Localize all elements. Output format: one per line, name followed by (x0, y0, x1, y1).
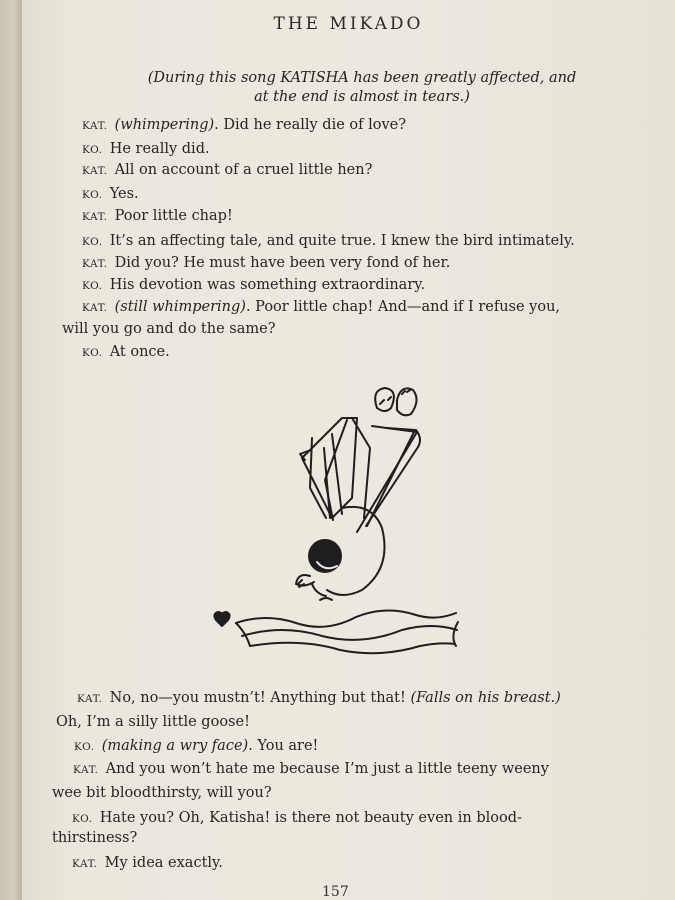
speaker-label: KO. (82, 189, 103, 201)
speaker-label: KO. (72, 813, 93, 825)
speaker-label: KO. (74, 741, 95, 753)
speech-text: Poor little chap! (114, 208, 233, 224)
dialogue-line (82, 255, 450, 271)
dialogue-line (82, 233, 575, 249)
speech-text: No, no—you mustn’t! Anything but that! (109, 690, 406, 706)
speech-text: It’s an affecting tale, and quite true. I knew the bird intimately. (109, 233, 575, 249)
dialogue-line (82, 186, 139, 202)
dialogue-line (82, 299, 560, 315)
running-head: THE MIKADO (273, 14, 424, 34)
dialogue-line (72, 810, 522, 826)
speech-text: Yes. (109, 186, 139, 202)
dialogue-line (73, 761, 549, 777)
speech-text: And you won’t hate me because I’m just a little teeny weeny (105, 761, 549, 777)
dialogue-continuation: thirstiness? (52, 830, 138, 846)
illustration-diving-figure (192, 378, 472, 668)
speech-text: All on account of a cruel little hen? (114, 162, 373, 178)
dialogue-line (82, 208, 233, 224)
dialogue-continuation: wee bit bloodthirsty, will you? (52, 785, 272, 801)
dialogue-line (77, 690, 561, 706)
dialogue-line (82, 277, 425, 293)
heart-icon (214, 612, 229, 626)
speaker-label: KAT. (82, 165, 108, 177)
speech-text: Hate you? Oh, Katisha! is there not beauty even in blood- (99, 810, 522, 826)
speaker-label: KAT. (82, 211, 108, 223)
stage-direction (82, 69, 642, 107)
dialogue-line (72, 855, 223, 871)
speaker-label: KO. (82, 236, 103, 248)
stage-direction-inline: (making a wry face) (101, 738, 249, 754)
dialogue-line (82, 141, 210, 157)
stage-direction-line: (During this song KATISHA has been greatly affected, and (147, 70, 577, 86)
dialogue-continuation: will you go and do the same? (62, 321, 276, 337)
speaker-label: KAT. (82, 258, 108, 270)
speaker-label: KO. (82, 347, 103, 359)
speaker-label: KAT. (73, 764, 99, 776)
speech-text: . Did he really die of love? (214, 117, 407, 133)
ground (236, 610, 456, 626)
speech-text: He really did. (109, 141, 210, 157)
page-number: 157 (322, 884, 349, 900)
stage-direction-line: at the end is almost in tears.) (254, 89, 470, 105)
previous-page-edge (0, 0, 23, 900)
stage-direction-inline: (whimpering) (114, 117, 215, 133)
speech-text: . You are! (248, 738, 319, 754)
dialogue-line (82, 117, 406, 133)
stage-direction-inline: (still whimpering) (114, 299, 246, 315)
dialogue-line (82, 162, 372, 178)
speech-text: His devotion was something extraordinary. (109, 277, 426, 293)
dialogue-line (74, 738, 318, 754)
dialogue-line (82, 344, 170, 360)
speech-text: . Poor little chap! And—and if I refuse you, (245, 299, 561, 315)
speech-text: My idea exactly. (104, 855, 223, 871)
speaker-label: KAT. (82, 120, 108, 132)
speaker-label: KAT. (77, 693, 103, 705)
speaker-label: KAT. (82, 302, 108, 314)
speaker-label: KO. (82, 144, 103, 156)
stage-direction-inline: (Falls on his breast.) (410, 690, 561, 706)
speech-text: At once. (109, 344, 170, 360)
speech-text: Did you? He must have been very fond of her. (114, 255, 451, 271)
book-page (22, 0, 675, 900)
dialogue-continuation: Oh, I’m a silly little goose! (56, 714, 250, 730)
speaker-label: KAT. (72, 858, 98, 870)
speaker-label: KO. (82, 280, 103, 292)
